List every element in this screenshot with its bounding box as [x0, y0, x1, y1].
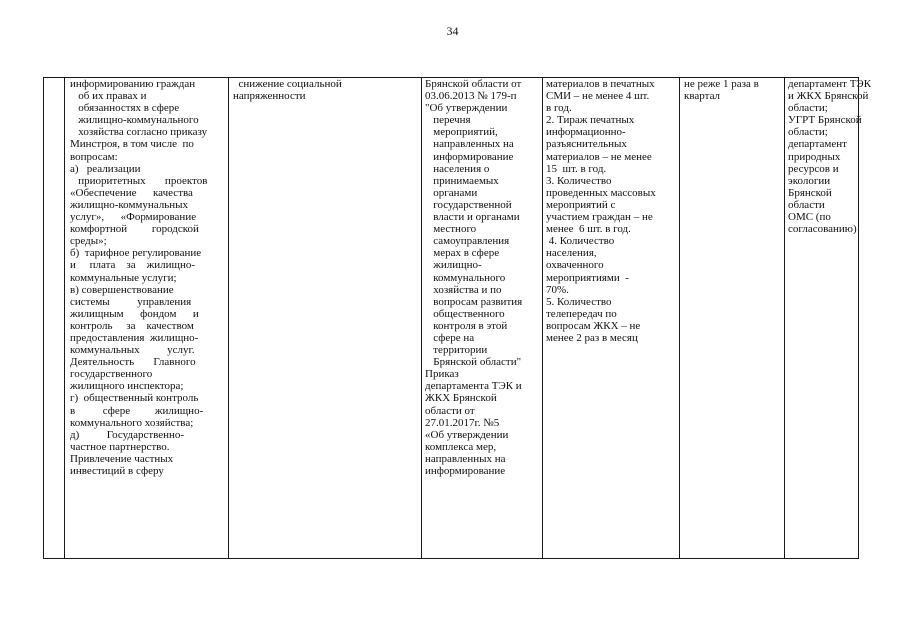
- page-number: 34: [446, 24, 459, 38]
- row-number-cell: [44, 78, 64, 558]
- legal-basis-cell: Брянской области от 03.06.2013 № 179-п "Об утверждении перечня мероприятий, направленных на информирование населения о принимаемых органами государственной власти и органами местного самоуправления мерах в сфере жилищно- коммунального хозяйства и по вопросам развития общественного контроля в этой сфере на территории Брянской области" Приказ департамента ТЭК и ЖКХ Брянской области от 27.01.2017г. №5 «Об утверждении комплекса мер, направленных на информирование: [425, 78, 523, 477]
- expected-result-cell: снижение социальной напряженности: [233, 78, 342, 103]
- indicators-cell: материалов в печатных СМИ – не менее 4 шт. в год. 2. Тираж печатных информационно- разъяснительных материалов – не менее 15 шт. в год. 3. Количество проведенных массовых мероприятий с участием граждан – не менее 6 шт. в год. 4. Количество населения, охваченного мероприятиями - 70%. 5. Количество телепередач по вопросам ЖКХ – не менее 2 раз в месяц: [546, 78, 656, 344]
- event-description-cell: информированию граждан об их правах и обязанностях в сфере жилищно-коммунального хозяйства согласно приказу Минстроя, в том числе по вопросам: а) реализации приоритетных проектов «Обеспечение качества жилищно-коммунальных услуг», «Формирование комфортной городской среды»; б) тарифное регулирование и плата за жилищно- коммунальные услуги; в) совершенствование системы управления жилищным фондом и контроль за качеством предоставления жилищно- коммунальных услуг. Деятельность Главного государственного жилищного инспектора; г) общественный контроль в сфере жилищно- коммунального хозяйства; д) Государственно- частное партнерство. Привлечение частных инвестиций в сферу: [70, 78, 208, 477]
- responsible-cell: департамент ТЭК и ЖКХ Брянской области; УГРТ Брянской области; департамент природных ресурсов и экологии Брянской области ОМС (по согласованию): [788, 78, 872, 236]
- document-table: [43, 77, 872, 559]
- deadline-cell: не реже 1 раза в квартал: [684, 78, 759, 103]
